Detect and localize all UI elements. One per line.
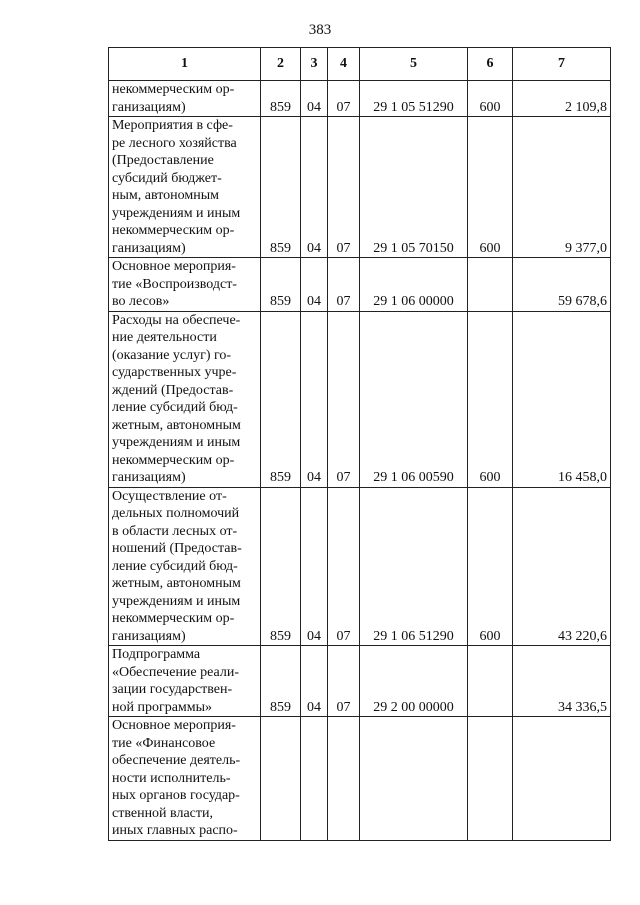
row-description: Расходы на обеспече- ние деятельности (оказание услуг) го- сударственных учре- ждений (Предостав- ление субсидий бюд- жетным, автономным учреждениям и иным некоммерческим ор- ганизациям)	[109, 311, 261, 487]
subsection-code: 07	[328, 311, 360, 487]
table-row	[109, 258, 611, 312]
section-code: 04	[301, 646, 328, 717]
ministry-code: 859	[261, 258, 301, 312]
ministry-code: 859	[261, 487, 301, 646]
column-header: 7	[513, 48, 611, 81]
expense-type-code	[468, 717, 513, 841]
target-article-code: 29 1 05 70150	[360, 117, 468, 258]
expense-type-code	[468, 646, 513, 717]
amount: 34 336,5	[513, 646, 611, 717]
ministry-code: 859	[261, 646, 301, 717]
section-code: 04	[301, 81, 328, 117]
amount: 43 220,6	[513, 487, 611, 646]
table-row	[109, 717, 611, 841]
amount: 16 458,0	[513, 311, 611, 487]
column-header: 1	[109, 48, 261, 81]
amount: 9 377,0	[513, 117, 611, 258]
ministry-code	[261, 717, 301, 841]
table-row	[109, 311, 611, 487]
amount	[513, 717, 611, 841]
ministry-code: 859	[261, 311, 301, 487]
amount: 59 678,6	[513, 258, 611, 312]
subsection-code: 07	[328, 258, 360, 312]
target-article-code: 29 1 06 00000	[360, 258, 468, 312]
expense-type-code: 600	[468, 487, 513, 646]
subsection-code	[328, 717, 360, 841]
column-header: 4	[328, 48, 360, 81]
table-row	[109, 117, 611, 258]
expense-type-code	[468, 258, 513, 312]
amount: 2 109,8	[513, 81, 611, 117]
ministry-code: 859	[261, 81, 301, 117]
table-row	[109, 81, 611, 117]
row-description: некоммерческим ор- ганизациям)	[109, 81, 261, 117]
row-description: Основное мероприя- тие «Воспроизводст- во лесов»	[109, 258, 261, 312]
expense-type-code: 600	[468, 81, 513, 117]
target-article-code: 29 1 06 00590	[360, 311, 468, 487]
section-code	[301, 717, 328, 841]
section-code: 04	[301, 311, 328, 487]
subsection-code: 07	[328, 81, 360, 117]
row-description: Подпрограмма «Обеспечение реали- зации государствен- ной программы»	[109, 646, 261, 717]
ministry-code: 859	[261, 117, 301, 258]
page-number: 383	[308, 22, 332, 38]
column-header: 3	[301, 48, 328, 81]
target-article-code: 29 1 05 51290	[360, 81, 468, 117]
expense-type-code: 600	[468, 311, 513, 487]
table-row	[109, 487, 611, 646]
row-description: Осуществление от- дельных полномочий в области лесных от- ношений (Предостав- ление субсидий бюд- жетным, автономным учреждениям и иным некоммерческим ор- ганизациям)	[109, 487, 261, 646]
subsection-code: 07	[328, 487, 360, 646]
budget-table	[108, 47, 611, 841]
header-row	[109, 48, 611, 81]
section-code: 04	[301, 258, 328, 312]
subsection-code: 07	[328, 117, 360, 258]
target-article-code: 29 2 00 00000	[360, 646, 468, 717]
expense-type-code: 600	[468, 117, 513, 258]
column-header: 2	[261, 48, 301, 81]
table-row	[109, 646, 611, 717]
column-header: 6	[468, 48, 513, 81]
subsection-code: 07	[328, 646, 360, 717]
row-description: Мероприятия в сфе- ре лесного хозяйства (Предоставление субсидий бюджет- ным, автономным учреждениям и иным некоммерческим ор- ганизациям)	[109, 117, 261, 258]
target-article-code	[360, 717, 468, 841]
row-description: Основное мероприя- тие «Финансовое обеспечение деятель- ности исполнитель- ных органов государ- ственной власти, иных главных распо-	[109, 717, 261, 841]
column-header: 5	[360, 48, 468, 81]
target-article-code: 29 1 06 51290	[360, 487, 468, 646]
section-code: 04	[301, 117, 328, 258]
section-code: 04	[301, 487, 328, 646]
